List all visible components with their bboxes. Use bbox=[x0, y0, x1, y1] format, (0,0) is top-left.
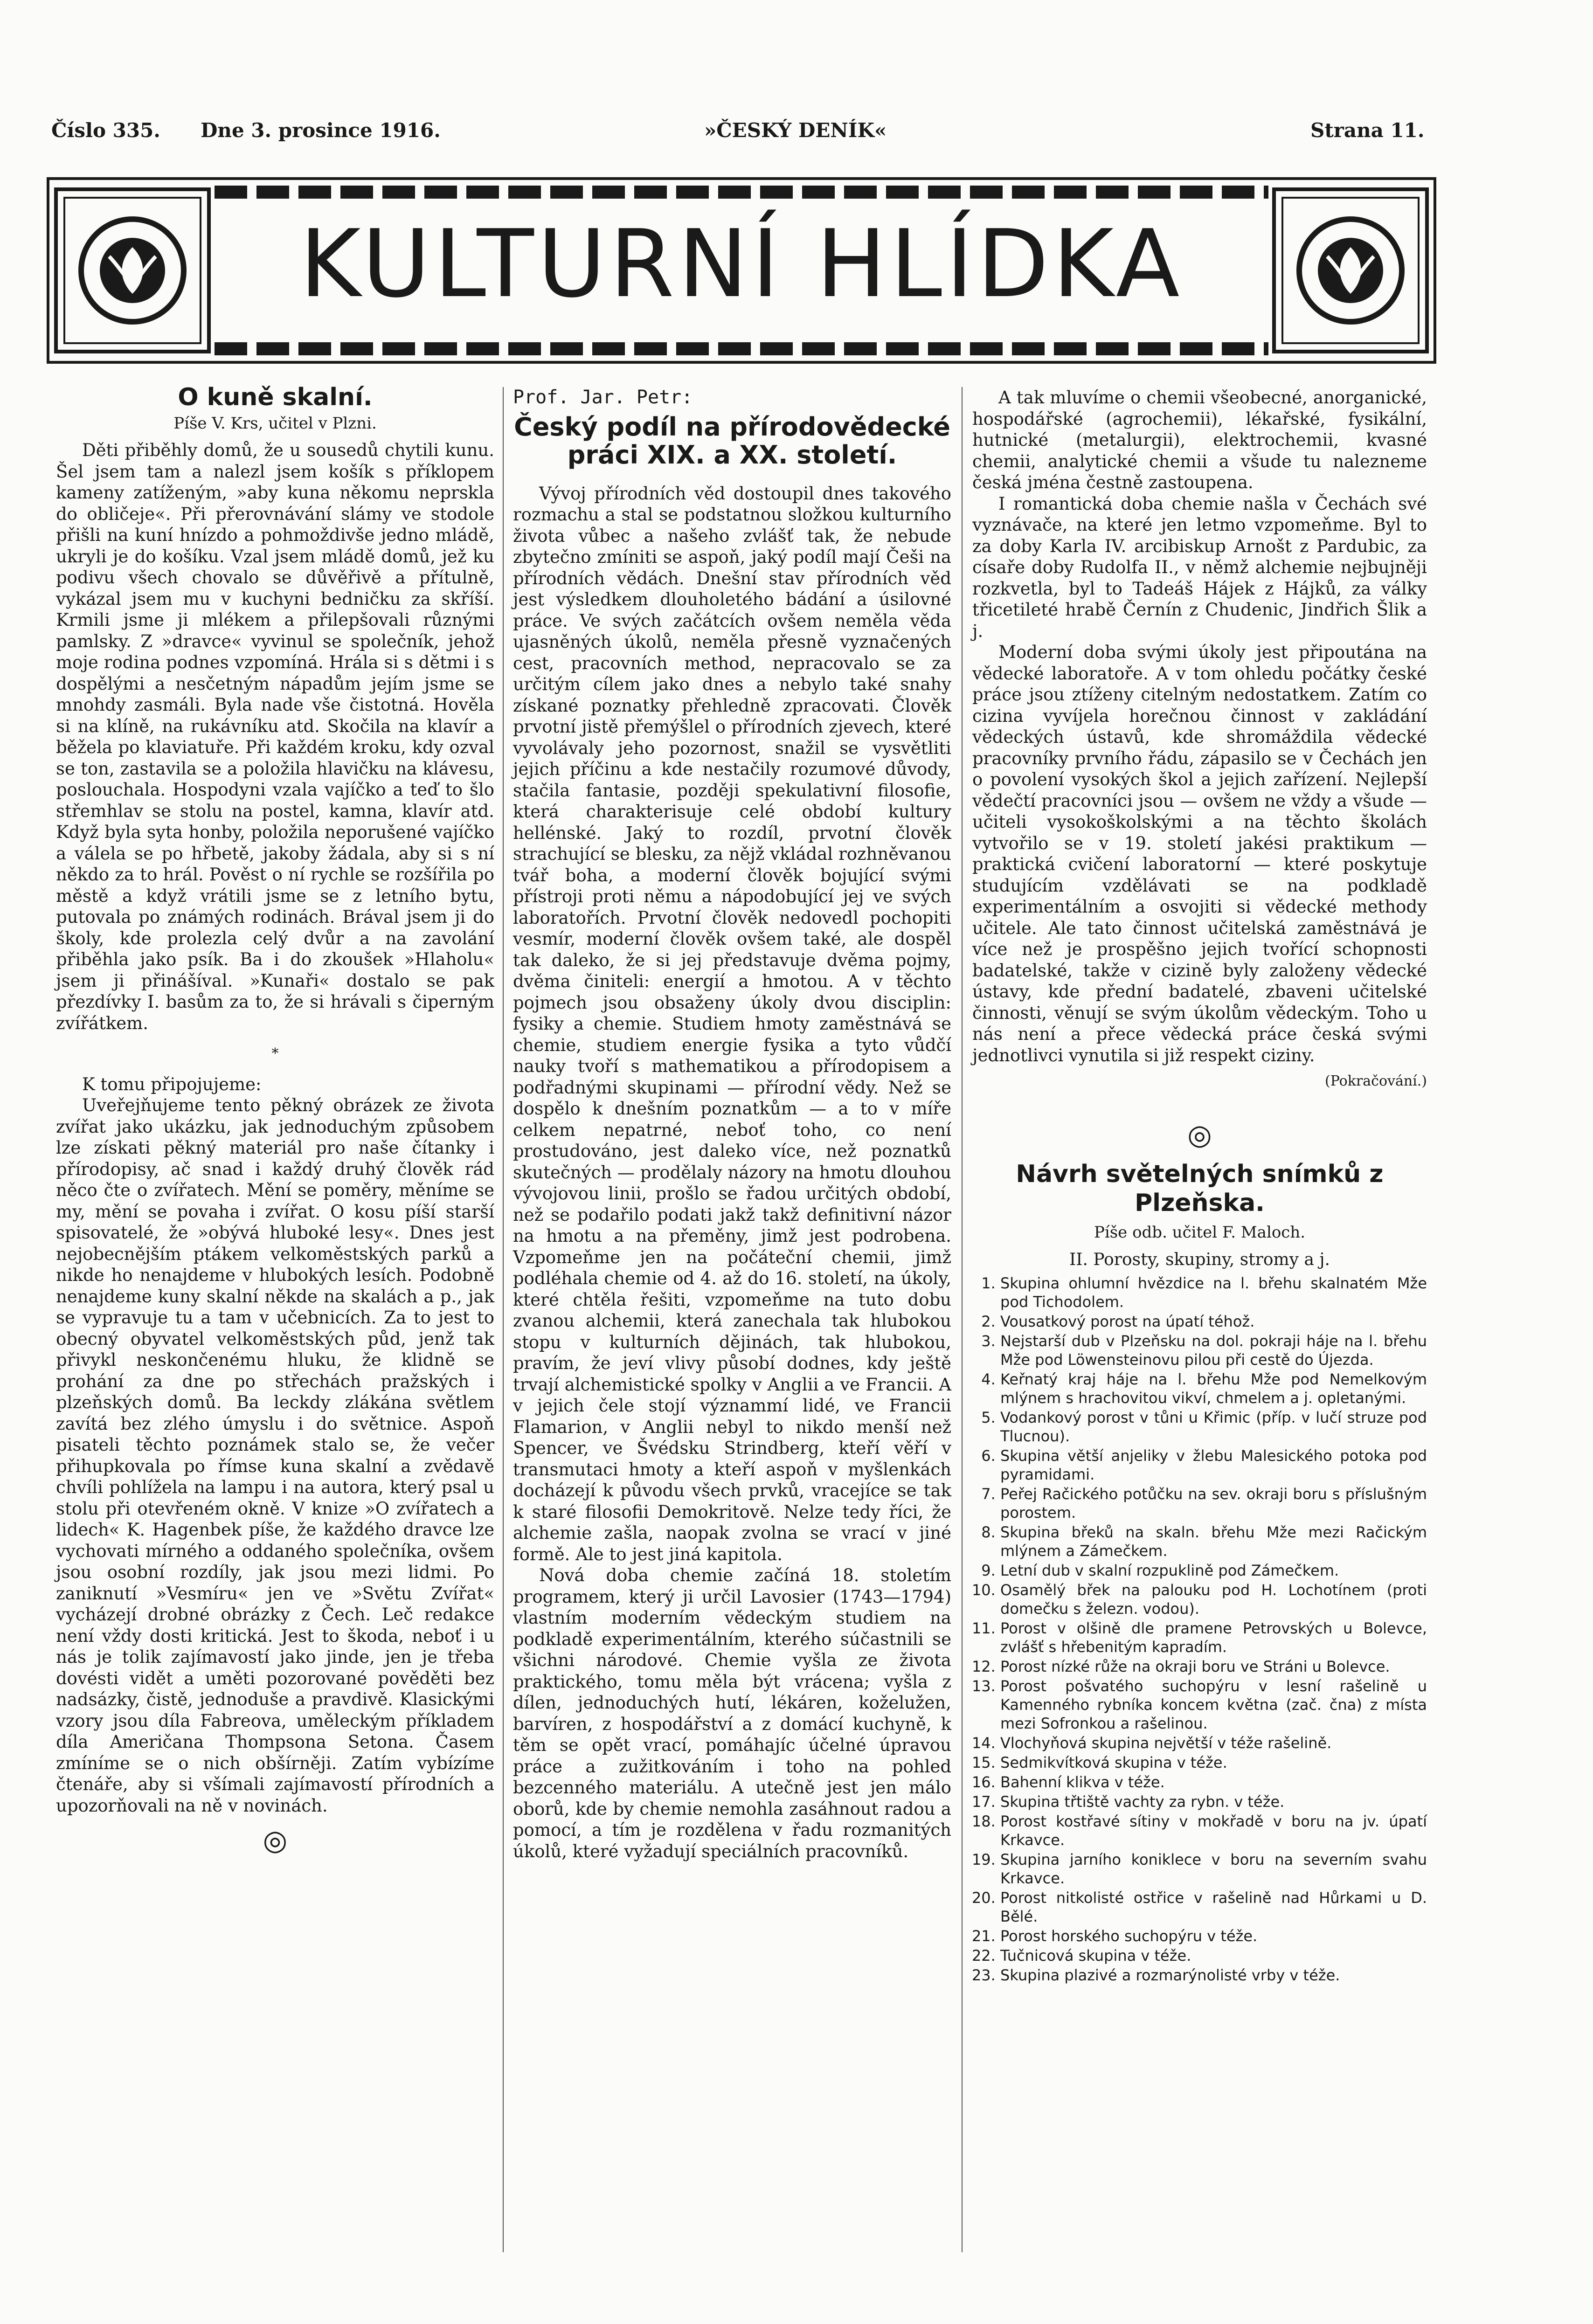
end-mark-icon: ◎ bbox=[263, 1824, 288, 1857]
issue-date: Dne 3. prosince 1916. bbox=[201, 119, 441, 142]
article-title: Návrh světelných snímků z Plzeňska. bbox=[1016, 1160, 1384, 1217]
ornament-mark-icon: ◎ bbox=[1187, 1118, 1212, 1151]
list-item: 3. Nejstarší dub v Plzeňsku na dol. pokraji háje na l. břehu Mže pod Löwensteinovu pilou při cestě do Újezda. bbox=[1000, 1332, 1427, 1369]
section-banner bbox=[47, 177, 1436, 364]
column-divider bbox=[503, 387, 504, 2252]
separator-icon: * bbox=[271, 1045, 279, 1062]
page-header bbox=[51, 119, 1432, 147]
list-item: 13. Porost pošvatého suchopýru v lesní rašelině u Kamenného rybníka koncem května (zač. čna) z místa mezi Sofronkou a rašelinou. bbox=[1000, 1677, 1427, 1733]
issue-number: Číslo 335. bbox=[51, 119, 160, 142]
list-item: 15. Sedmikvítková skupina v téže. bbox=[1000, 1753, 1427, 1772]
article-byline: Píše V. Krs, učitel v Plzni. bbox=[173, 414, 377, 433]
column-right bbox=[972, 387, 1427, 1985]
column-left bbox=[56, 383, 494, 1866]
article-title: Český podíl na přírodovědecké práci XIX. a XX. století. bbox=[514, 412, 950, 470]
list-item: 17. Skupina třtiště vachty za rybn. v téže. bbox=[1000, 1792, 1427, 1811]
continued-note: (Pokračování.) bbox=[1325, 1073, 1427, 1089]
section-heading: II. Porosty, skupiny, stromy a j. bbox=[1069, 1250, 1330, 1269]
list-item: 21. Porost horského suchopýru v téže. bbox=[1000, 1927, 1427, 1945]
list-item: 18. Porost kostřavé sítiny v mokřadě v boru na jv. úpatí Krkavce. bbox=[1000, 1812, 1427, 1849]
paragraph: K tomu připojujeme: bbox=[82, 1074, 262, 1094]
article-title: O kuně skalní. bbox=[178, 383, 373, 411]
list-item: 23. Skupina plazivé a rozmarýnolisté vrby v téže. bbox=[1000, 1966, 1427, 1985]
list-item: 5. Vodankový porost v tůni u Křimic (příp. v lučí struze pod Tlucnou). bbox=[1000, 1408, 1427, 1446]
paragraph: Vývoj přírodních věd dostoupil dnes takového rozmachu a stal se podstatnou složkou kulturního života vůbec a našeho zvlášť tak, že nebude zbytečno zmíniti se aspoň, jaký podíl mají Češi na přírodních vědách. Dnešní stav přírodních věd jest výsledkem dlouholetého bádání a úsilovné práce. Ve svých začátcích ovšem neměla věda ujasněných úkolů, neměla přesně vyznačených cest, pracovních method, nepracovalo se za určitým cílem jako dnes a nebylo také snahy získané poznatky přehledně zpracovati. Člověk prvotní jistě přemýšlel o přírodních zjevech, které vyvolávaly jeho pozornost, snažil se vysvětliti jejich příčinu a kde nestačily rozumové důvody, stačila fantasie, později spekulativní filosofie, která charakterisuje celé období kultury hellénské. Jaký to rozdíl, prvotní člověk strachující se blesku, za nějž vkládal rozhněvanou tvář boha, a moderní člověk bojující svými přístroji proti němu a nápodobující jej ve svých laboratořích. Prvotní člověk nedovedl pochopiti vesmír, moderní člověk ovšem také, ale dospěl tak daleko, že si jej představuje dvěma pojmy, dvěma činiteli: energií a hmotou. A v těchto pojmech jsou obsaženy úkoly dvou disciplin: fysiky a chemie. Studiem hmoty zaměstnává se chemie, studiem energie fysika a tyto vůdčí nauky tvoří s mathematikou a přírodopisem a podřadnými skupinami — přírodní vědy. Než se dospělo k dnešním poznatkům — a to v míře celkem nepatrné, neboť toho, co není prostudováno, jest daleko více, než poznatků skutečných — prodělaly názory na hmotu dlouhou vývojovou linii, prošlo se řadou určitých období, než se podařilo podati jakž takž definitivní názor na hmotu a na přeměny, jimž jest podrobena. Vzpomeňme jen na počáteční chemii, jimž podléhala chemie od 4. až do 16. století, na úkoly, které chtěla řešiti, vzpomeňme na tuto dobu zvanou alchemii, která zanechala tak hlubokou stopu v kulturních dějinách, tak hlubokou, pravím, že jeví vlivy působí dodnes, kdy ještě trvají alchemistické spolky v Anglii a ve Francii. A v jejich čele stojí význammí lidé, ve Francii Flamarion, v Anglii nebyl to nikdo menší než Spencer, ve Švédsku Strindberg, kteří věří v transmutaci hmoty a kteří aspoň v myšlenkách docházejí k původu všech prvků, vracejíce se tak k staré filosofii Demokritově. Nelze tedy říci, že alchemie zašla, naopak zvolna se vrací v jiné formě. Ale to jest jiná kapitola. bbox=[513, 483, 951, 1564]
snapshot-list bbox=[972, 1274, 1427, 1985]
list-item: 10. Osamělý břek na palouku pod H. Lochotínem (proti domečku s železn. vodou). bbox=[1000, 1581, 1427, 1618]
paragraph: Uveřejňujeme tento pěkný obrázek ze života zvířat jako ukázku, jak jednoduchým způsobem lze získati pěkný materiál pro naše čítanky i přírodopisy, ač snad i každý druhý člověk rád něco čte o zvířatech. Mění se poměry, měníme se my, mění se povaha i zvířat. O kosu píší starší spisovatelé, že »obývá hluboké lesy«. Dnes jest nejobecnějším ptákem velkoměstských parků a nikde ho nenajdeme v hlubokých lesích. Podobně nenajdeme kuny skalní někde na skalách a p., jak se vypravuje tu a tam v učebnicích. Za to jest to obecný obyvatel velkoměstských půd, jenž tak přivykl neskončenému hluku, že klidně se prohání za dne po střechách pražských i plzeňských domů. Ba leckdy zlákána světlem zavítá bez zlého úmyslu i do světnice. Aspoň pisateli těchto poznámek stalo se, že večer přihupkovala po římse kuna skalní a zvědavě chvíli pohlížela na lampu i na autora, který psal u stolu při otevřeném okně. V knize »O zvířatech a lidech« K. Hagenbek píše, že každého dravce lze vychovati mírného a oddaného společníka, ovšem jsou osobní rozdíly, jak jsou mezi lidmi. Po zaniknutí »Vesmíru« jen ve »Světu Zvířat« vycházejí drobné obrázky z Čech. Leč redakce není vždy dosti kritická. Jest to škoda, neboť i u nás je tolik zajímavostí jako jinde, jen je třeba dovésti vidět a uměti pozorované pověděti bez nadsázky, čistě, jednoduše a pravdivě. Klasickými vzory jsou díla Fabreova, uměleckým příkladem díla Američana Thompsona Setona. Časem zmíníme se o nich obšírněji. Zatím vybízíme čtenáře, aby si všímali zajímavostí přírodních a upozorňovali na ně v novinách. bbox=[56, 1095, 494, 1816]
paragraph: Děti přiběhly domů, že u sousedů chytili kunu. Šel jsem tam a nalezl jsem košík s příklopem kameny zatíženým, »aby kuna někomu neprskla do obličeje«. Při přerovnávání slámy ve stodole přišli na kuní hnízdo a pohmoždivše jedno mládě, ukryli je do košíku. Vzal jsem mládě domů, jež ku podivu všech chovalo se důvěřivě a přítulně, vykázal jsem mu v kuchyni bedničku za skříší. Krmili jsme ji mlékem a přilepšovali různými pamlsky. Z »dravce« vyvinul se společník, jehož moje rodina podnes vzpomíná. Hrála si s dětmi i s dospělými a nesčetným nápadům jejím jsme se mnohdy zasmáli. Byla nade vše čistotná. Hověla si na klíně, na rukávníku atd. Skočila na klavír a běžela po klaviatuře. Při každém kroku, kdy ozval se ton, zastavila se a položila hlavičku na klávesu, poslouchala. Hospodyni vzala vajíčko a teď to šlo střemhlav se stolu na postel, kamna, klavír atd. Když byla syta honby, položila neporušené vajíčko a válela se po hřbetě, jakoby žádala, aby si s ní někdo za to hrál. Pověst o ní rychle se rozšířila po městě a když vrátili jsme se z letního bytu, putovala po známých rodinách. Brával jsem ji do školy, kde prolezla celý dvůr a na zavolání přiběhla jako psík. Ba i do zkoušek »Hlaholu« jsem ji přinášíval. »Kunaři« dostalo se pak přezdívky I. basům za to, že si hrávali s čiperným zvířátkem. bbox=[56, 440, 494, 1033]
list-item: 9. Letní dub v skalní rozpuklině pod Zámečkem. bbox=[1000, 1561, 1427, 1580]
paragraph: Nová doba chemie začíná 18. stoletím programem, který ji určil Lavosier (1743—1794) vlastním moderním vědeckým studiem na podkladě experimentálním, kterého súčastnili se všichni národové. Chemie vyšla ze života praktického, tomu měla být vrácena; vyšla z dílen, jednoduchých hutí, lékáren, koželužen, barvíren, z hospodářství a z domácí kuchyně, k těm se opět vrací, pomáhajíc účelné úpravou práce a zužitkováním i toho na pohled bezcenného materiálu. A utečně jest jen málo oborů, kde by chemie nemohla zasáhnout radou a pomocí, a tím je rozdělena v řadu rozmanitých úkolů, které vyžadují speciálních pracovníků. bbox=[513, 1565, 951, 1861]
list-item: 14. Vlochyňová skupina největší v téže rašelině. bbox=[1000, 1734, 1427, 1752]
list-item: 19. Skupina jarního koniklece v boru na severním svahu Krkavce. bbox=[1000, 1850, 1427, 1888]
paragraph: A tak mluvíme o chemii všeobecné, anorganické, hospodářské (agrochemii), lékařské, fysikální, hutnické (metalurgii), elektrochemii, kvasné chemii, analytické chemii a všude tu nalezneme česká jména čestně zastoupena. bbox=[972, 387, 1427, 492]
section-title: KULTURNÍ HLÍDKA bbox=[299, 210, 1184, 318]
page-number: Strana 11. bbox=[1310, 119, 1425, 142]
paper-name: »ČESKÝ DENÍK« bbox=[704, 119, 887, 142]
list-item: 6. Skupina větší anjeliky v žlebu Malesického potoka pod pyramidami. bbox=[1000, 1446, 1427, 1484]
article-author: Prof. Jar. Petr: bbox=[513, 387, 693, 408]
list-item: 16. Bahenní klikva v téže. bbox=[1000, 1773, 1427, 1791]
list-item: 2. Vousatkový porost na úpatí téhož. bbox=[1000, 1312, 1427, 1331]
list-item: 11. Porost v olšině dle pramene Petrovských u Bolevce, zvlášť s hřebenitým kapradím. bbox=[1000, 1619, 1427, 1656]
list-item: 7. Peřej Račického potůčku na sev. okraji boru s příslušným porostem. bbox=[1000, 1485, 1427, 1522]
article-byline: Píše odb. učitel F. Maloch. bbox=[1094, 1223, 1306, 1242]
list-item: 8. Skupina břeků na skaln. břehu Mže mezi Račickým mlýnem a Zámečkem. bbox=[1000, 1523, 1427, 1560]
list-item: 1. Skupina ohlumní hvězdice na l. břehu skalnatém Mže pod Tichodolem. bbox=[1000, 1274, 1427, 1311]
paragraph: I romantická doba chemie našla v Čechách své vyznávače, na které jen letmo vzpomeňme. Byl to za doby Karla IV. arcibiskup Arnošt z Pardubic, za císaře doby Rudolfa II., v němž alchemie nejbujněji rozkvetla, byl to Tadeáš Hájek z Hájků, za války třicetileté hrabě Černín z Chudenic, Jindřich Šlik a j. bbox=[972, 493, 1427, 641]
list-item: 22. Tučnicová skupina v téže. bbox=[1000, 1946, 1427, 1965]
column-middle bbox=[513, 387, 951, 1862]
paragraph: Moderní doba svými úkoly jest připoutána na vědecké laboratoře. A v tom ohledu počátky české práce jsou ztíženy citelným nedostatkem. Zatím co cizina vyvíjela horečnou činnost v zakládání vědeckých ústavů, kde shromáždila vědecké pracovníky prvního řádu, zápasilo se v Čechách jen o povolení vysokých škol a jejich zařízení. Nejlepší vědečtí pracovníci jsou — ovšem ne vždy a všude — učiteli vysokoškolskými a na těchto školách vytvořilo se v 19. století jakési praktikum — praktická cvičení laboratorní — které poskytuje studujícím vzdělávati se na podkladě experimentálním a osvojiti si vědecké methody učitele. Ale tato činnost učitelská zaměstnává je více než je prospěšno jejich tvořící schopnosti badatelské, takže v cizině byly založeny vědecké ústavy, kde přední badatelé, zbaveni učitelské činnosti, věnují se svým úkolům vědeckým. Toho u nás není a přece vědecká práce česká svými jednotlivci vynutila si již respekt ciziny. bbox=[972, 642, 1427, 1065]
list-item: 4. Keřnatý kraj háje na l. břehu Mže pod Nemelkovým mlýnem s hrachovitou vikví, chmelem a j. opletanými. bbox=[1000, 1370, 1427, 1407]
list-item: 12. Porost nízké růže na okraji boru ve Stráni u Bolevce. bbox=[1000, 1657, 1427, 1676]
list-item: 20. Porost nitkolisté ostřice v rašelině nad Hůrkami u D. Bělé. bbox=[1000, 1888, 1427, 1926]
column-divider bbox=[962, 387, 963, 2252]
